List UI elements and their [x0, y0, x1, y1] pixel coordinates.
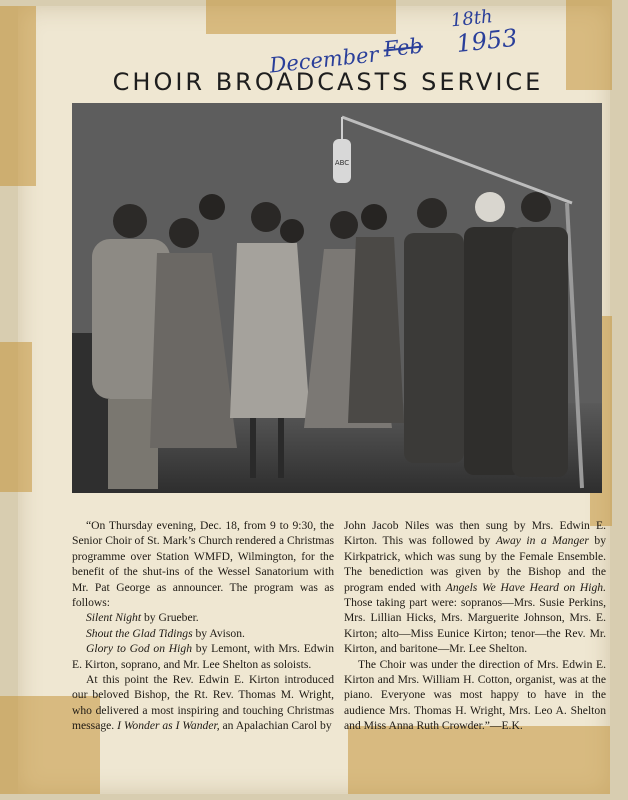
program-title: Away in a Manger [495, 534, 589, 548]
paragraph-text: by Kirkpatrick, which was sung by the Female Ensemble. The benediction was given by the Bishop and the program ended with [344, 534, 606, 594]
handwritten-struck-month: Feb [382, 33, 424, 62]
handwritten-day: 18th [449, 6, 494, 32]
paragraph-text: The Choir was under the direction of Mrs. Edwin E. Kirton and Mrs. William H. Cotton, organist, was at the piano. Everyone was most happy to have in the audience Mrs. Thomas H. Wright, Mrs. Leo A. Shelton and Miss Anna Ruth Crowder.”—E.K. [344, 657, 606, 733]
article-paragraph-program-end [344, 518, 606, 657]
microphone-label: ABC [334, 159, 350, 167]
article-right-column [344, 518, 606, 734]
paragraph-text: Those taking part were: sopranos—Mrs. Susie Perkins, Mrs. Lillian Hicks, Mrs. Marguerite Johnson, Mrs. E. Kirton; alto—Miss Eunice Kirton; tenor—the Rev. Mr. Kirton, and baritone—Mr. Lee Shelton. [344, 596, 606, 656]
program-title: Silent Night [86, 611, 142, 625]
tape-left-middle [0, 342, 32, 492]
program-item [72, 641, 334, 672]
tape-top-left [0, 6, 36, 186]
choir-photograph [72, 103, 602, 493]
article-paragraph-intro: “On Thursday evening, Dec. 18, from 9 to 9:30, the Senior Choir of St. Mark’s Church rendered a Christmas programme over Station WMFD, Wilmington, for the benefit of the shut-ins of the Wessel Sanatorium with Mr. Pat George as announcer. The program was as follows: [72, 519, 334, 610]
program-title: Angels We Have Heard on High. [445, 580, 607, 594]
program-title: Glory to God on High [86, 642, 192, 656]
paragraph-text: At this point the Rev. Edwin E. Kirton introduced our beloved Bishop, the Rt. Rev. Thomas M. Wright, who delivered a most inspiring and touching Christmas message. [72, 673, 334, 733]
paragraph-text: John Jacob Niles was then sung by Mrs. Edwin E. Kirton. This was followed by [344, 519, 606, 548]
handwritten-year: 1953 [454, 23, 519, 58]
handwritten-month: December [268, 42, 380, 78]
article-paragraph-bishop [72, 672, 334, 734]
program-item [72, 610, 334, 625]
paragraph-text: an Apalachian Carol by [219, 719, 332, 733]
program-composer: by Lemont, with Mrs. Edwin E. Kirton, soprano, and Mr. Lee Shelton as soloists. [72, 642, 334, 671]
newspaper-clipping [18, 6, 610, 794]
article-left-column [72, 518, 334, 734]
program-composer: by Avison. [192, 626, 245, 640]
program-title: Shout the Glad Tidings [86, 626, 193, 640]
photo-scene [72, 103, 602, 493]
program-item [72, 626, 334, 641]
headline: CHOIR BROADCASTS SERVICE [112, 68, 544, 96]
article-paragraph-direction [344, 657, 606, 734]
program-composer: by Grueber. [141, 611, 199, 625]
program-title: I Wonder as I Wander, [117, 719, 220, 733]
tape-bottom-right [348, 726, 610, 794]
